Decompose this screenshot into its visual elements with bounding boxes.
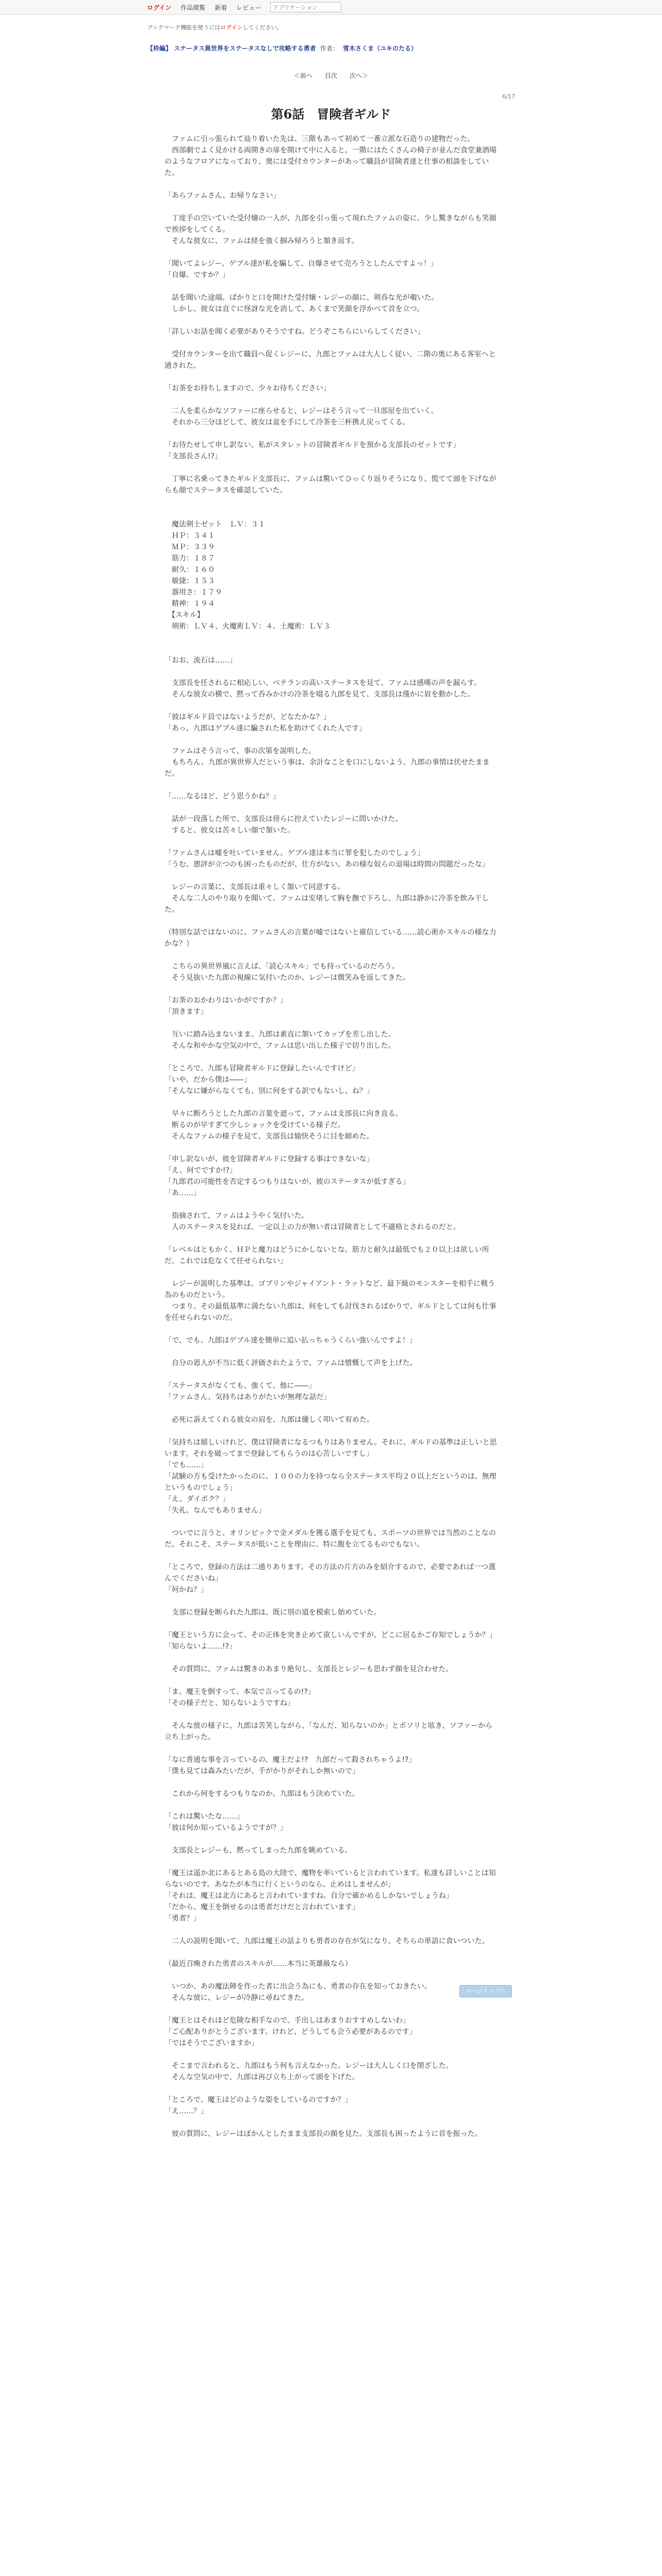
paragraph (147, 1924, 515, 1936)
paragraph (147, 984, 515, 995)
paragraph: 【スキル】 (164, 611, 204, 619)
paragraph: 「ご心配ありがとうございます。けれど、どうしても会う必要があるのです」 (164, 2028, 417, 2036)
paragraph (147, 1267, 515, 1278)
paragraph: しかし、彼女は直ぐに怪訝な光を消して、あくまで笑顔を浮かべて首を立つ。 (164, 305, 424, 313)
paragraph: 「彼は何か知っているようですが？」 (164, 1824, 287, 1832)
paragraph: 「その様子だと、知らないようですね」 (164, 1699, 294, 1707)
series-title-link[interactable]: ステータス異世界をステータスなしで攻略する勇者 (174, 45, 316, 52)
paragraph (147, 1856, 515, 1868)
paragraph: 「そんなに嫌がらなくても、別に何をする訳でもないし、ね？」 (164, 1087, 374, 1095)
search-input[interactable] (270, 2, 341, 12)
paragraph (147, 2083, 515, 2094)
paragraph (147, 1675, 515, 1686)
paragraph (147, 462, 515, 473)
paragraph: 丁寧に名乗ってきたギルド支部長に、ファムは驚いてひっくり返りそうになり、慌てて頭を下げながらも顔でステータスを確認していた。 (164, 475, 496, 495)
paragraph (147, 1947, 515, 1958)
paragraph: 「あらファムさん、お帰りなさい」 (164, 192, 280, 200)
paragraph: レジーの言葉に、支部長は重々しく頷いて同意する。 (164, 883, 345, 891)
paragraph: もちろん、九郎が異世界人だという事は、余計なことを口にしないよう、九郎の事情は伏せたままだ。 (164, 758, 490, 778)
paragraph: 器用さ：１７９ (164, 588, 222, 597)
paragraph: 「ま、魔王を倒すって、本気で言ってるの!?」 (164, 1688, 315, 1696)
paragraph: ＭＰ：３３９ (164, 543, 215, 551)
paragraph (147, 247, 515, 258)
paragraph: そんな空気の中で、九郎は再び立ち上がって頭を下げた。 (164, 2073, 359, 2081)
paragraph (147, 1777, 515, 1788)
paragraph: 「何かね？」 (164, 1586, 208, 1594)
paragraph: 「お待たせして申し訳ない。私がスタレットの冒険者ギルドを預かる支部長のゼットです」 (164, 441, 460, 449)
paragraph: ファムに引っ張られて辿り着いた先は、三階もあって初めて一番立派な石造りの建物だった。 (164, 135, 475, 143)
paragraph: 「ではそうでございますか」 (164, 2039, 258, 2047)
paragraph (147, 1516, 515, 1528)
series-tag: 【枠編】 (147, 45, 172, 52)
paragraph: 彼の質問に、レジーはぽかんとしたまま支部長の顔を見た。支部長も困ったように首を振った。 (164, 2130, 482, 2138)
paragraph: 「え、何でですか!?」 (164, 1166, 237, 1175)
chapter-body (147, 133, 515, 2140)
paragraph: その質問に、ファムは驚きのあまり絶句し、支部長とレジーも思わず顔を見合わせた。 (164, 1665, 453, 1673)
paragraph (147, 1834, 515, 1845)
paragraph: そう見抜いた九郎の視線に気付いたのか、レジーは微笑みを返してきた。 (164, 974, 410, 982)
paragraph: 指摘されて、ファムはようやく気付いた。 (164, 1212, 309, 1220)
paragraph: すると、彼女は苦々しい顔で頷いた。 (164, 826, 294, 835)
paragraph (147, 1199, 515, 1210)
paragraph: 「レベルはともかく、ＨＰと魔力はどうにかしないとな。筋力と耐久は最低でも２０以上は欲しい所だ。これでは危なくて任せられない」 (164, 1246, 489, 1265)
nav-item-review[interactable]: レビュー (236, 4, 261, 11)
paragraph: こちらの異世界風に言えば、「読心スキル」でも持っているのだろう。 (164, 962, 399, 971)
paragraph (147, 496, 515, 507)
paragraph: 「それは、魔王は北方にあると言われていますね。自分で確かめるしかないでしょうね」 (164, 1892, 453, 1900)
paragraph: それから三分ほどして、彼女は盆を手にして冷茶を三杯携え戻ってくる。 (164, 418, 410, 427)
paragraph (147, 802, 515, 814)
paragraph: 「聞いてよレジー、ゲブル達が私を騙して、自爆させて売ろうとしたんですよっ！」 (164, 260, 438, 268)
paragraph (147, 1052, 515, 1063)
table-of-contents-link[interactable]: 目次 (324, 72, 337, 79)
paragraph (147, 734, 515, 745)
paragraph (147, 337, 515, 349)
paragraph: 支部長とレジーも、黙ってしまった九郎を眺めている。 (164, 1846, 352, 1855)
paragraph: 「お茶をお持ちしますので、少々お待ちください」 (164, 384, 330, 393)
top-navigation-bar (0, 0, 662, 15)
paragraph (147, 779, 515, 791)
paragraph: 「え、ダイボク？」 (164, 1495, 230, 1503)
paragraph (147, 870, 515, 882)
paragraph (147, 371, 515, 383)
paragraph: 「魔王とはそれほど危険な相手なので、手出しはあまりおすすめしないわ」 (164, 2016, 410, 2025)
paragraph: 「ところで、登録の方法は二通りあります。その方法の片方のみを紹介するので、必要であれば一つ選んでくださいね」 (164, 1563, 496, 1583)
login-link[interactable]: ログイン (147, 4, 172, 11)
paragraph (147, 632, 515, 643)
paragraph: 二人の説明を聞いて、九郎は魔王の話よりも勇者の存在が気になり、そちらの単語に食いついた。 (164, 1937, 489, 1945)
paragraph: 「失礼、なんでもありません」 (164, 1506, 266, 1515)
paragraph: 「魔王は遥か北にあるとある島の大陸で、魔物を率いていると言われています。私達も詳しいことは知らないのです。あなたが本当に行くというのなら、止めはしませんが」 (164, 1869, 496, 1889)
paragraph (147, 201, 515, 213)
paragraph: （特別な話ではないのに、ファムさんの言葉が嘘ではないと確信している……読心術かスキルの様な力かな？） (164, 928, 496, 948)
paragraph (147, 1550, 515, 1562)
paragraph (147, 1596, 515, 1607)
author-label: 作者： (320, 45, 339, 52)
paragraph (147, 1709, 515, 1720)
paragraph: 「九郎君の可能性を否定するつもりはないが、彼のステータスが低すぎる」 (164, 1178, 410, 1186)
paragraph: そんな彼の様子に、九郎は苦笑しながら、「なんだ、知らないのか」とボソリと呟き、ソファーから立ち上がった。 (164, 1722, 493, 1741)
series-header (147, 44, 515, 53)
paragraph: 話を聞いた途端、ぱかりと口を開けた受付嬢・レジーの顔に、剣呑な光が覗いた。 (164, 294, 439, 302)
paragraph: 剣術：ＬＶ４、火魔術ＬＶ：４、土魔術：ＬＶ３ (164, 622, 330, 631)
paragraph (147, 1652, 515, 1664)
paragraph (147, 507, 515, 519)
paragraph: 「魔王という方に会って、その正体を突き止めて欲しいんですが、どこに居るかご存知でしょうか？」 (164, 1631, 496, 1639)
notice-suffix: してください。 (242, 24, 283, 31)
paragraph (147, 2117, 515, 2128)
paragraph (147, 1369, 515, 1380)
paragraph (147, 643, 515, 655)
paragraph: そんな彼に、レジーが冷静に尋ねてきた。 (164, 1994, 309, 2002)
paragraph: レジーが説明した基準は、ゴブリンやジャイアント・ラットなど、最下級のモンスターを相手に戦う為のものだという。 (164, 1280, 495, 1299)
paragraph: 「ところで、九郎も冒険者ギルドに登録したいんですけど」 (164, 1064, 359, 1073)
paragraph (147, 428, 515, 439)
paragraph: 「でも……」 (164, 1461, 208, 1469)
paragraph (147, 950, 515, 961)
paragraph: 「おお、流石は……」 (164, 656, 237, 665)
paragraph (147, 1142, 515, 1154)
paragraph (147, 2004, 515, 2015)
paragraph: 断るのが早すぎて少しショックを受けている様子だ。 (164, 1121, 345, 1129)
paragraph: そんなファムの様子を見て、支部長は愉快そうに目を細めた。 (164, 1132, 374, 1141)
paragraph: 丁度手の空いていた受付嬢の一人が、九郎を引っ張って現れたファムの姿に、少し驚きながらも笑顔で挨拶をしてくる。 (164, 214, 496, 234)
notice-login-link[interactable]: ログイン (220, 24, 243, 31)
paragraph (147, 836, 515, 848)
paragraph: 互いに踏み込まないまま、九郎は素直に頷いてカップを差し出した。 (164, 1030, 395, 1039)
paragraph: 支部長を任されるに相応しい、ベテランの高いステータスを見て、ファムは感嘆の声を漏らす。 (164, 679, 482, 687)
paragraph: 「彼はギルド員ではないようだが、どなたかな？」 (164, 713, 330, 721)
paragraph: そんな和やかな空気の中で、ファムは思い出した様子で切り出した。 (164, 1042, 395, 1050)
paragraph (147, 1743, 515, 1754)
paragraph: 「ところで、魔王はどのような姿をしているのですか？」 (164, 2096, 352, 2104)
paragraph: 耐久：１６０ (164, 566, 215, 574)
paragraph: 「だから、魔王を倒せるのは勇者だけだと言われています」 (164, 1903, 359, 1911)
paragraph: これから何をするつもりなのか、九郎はもう決めていた。 (164, 1790, 359, 1798)
paragraph: そこまで言われると、九郎はもう何も言えなかった。レジーは大人しく口を閉ざした。 (164, 2062, 453, 2070)
paragraph (147, 179, 515, 190)
paragraph (147, 700, 515, 711)
author-link[interactable]: 雪木さくま（ユキのたる） (343, 45, 418, 52)
paragraph: そんな彼女に、ファムは経を強く掴み帰ろうと頷き返す。 (164, 237, 359, 245)
paragraph: ＨＰ：３４１ (164, 532, 215, 540)
chapter-pager (147, 71, 515, 80)
paragraph: 敏捷：１５３ (164, 577, 215, 585)
paragraph: 魔法剣士ゼット ＬＶ：３１ (164, 520, 266, 529)
paragraph (147, 1324, 515, 1335)
paragraph: 人のステータスを見れば、一定以上の力が無い者は冒険者として不適格とされるのだと。 (164, 1223, 460, 1231)
page-top-button[interactable]: ページトップへ (459, 1985, 512, 1997)
paragraph: 「お茶のおかわりはいかがですか？」 (164, 996, 287, 1005)
paragraph: 「あ……」 (164, 1189, 201, 1197)
next-chapter-link[interactable]: 次へ＞ (349, 72, 368, 79)
paragraph: 筋力：１８７ (164, 554, 215, 563)
paragraph: そんな二人のやり取りを聞いて、ファムは安堵して胸を撫で下ろし、九郎は静かに冷茶を飲み干した。 (164, 894, 489, 914)
paragraph (147, 666, 515, 677)
paragraph (147, 2049, 515, 2060)
paragraph (147, 1346, 515, 1358)
paragraph: 西部劇でよく見かける両開きの扉を開けて中に入ると、一階にはたくさんの椅子が並んだ食堂兼酒場のようなフロアになっており、奥には受付カウンターがあって職員が冒険者達と仕事の相談をしていた。 (164, 146, 496, 177)
paragraph: 「ステータスがなくても、強くて、他に――」 (164, 1382, 316, 1390)
paragraph (147, 1018, 515, 1029)
paragraph: 必死に訴えてくれる彼女の肩を、九郎は優しく叩いて宥めた。 (164, 1416, 374, 1424)
paragraph (147, 916, 515, 927)
paragraph (147, 1097, 515, 1108)
paragraph: 「で、でも、九郎はゲブル達を簡単に追い払っちゃうくらい強いんですよ！」 (164, 1336, 417, 1345)
chapter-title: 第6話 冒険者ギルド (271, 107, 391, 122)
paragraph: 受付カウンターを出て職員へ促くレジーに、九郎とファムは大人しく従い、二階の奥にある客室へと通された。 (164, 350, 496, 370)
paragraph: 「自爆、ですか？」 (164, 271, 229, 279)
paragraph: 支部に登録を断られた九郎は、既に別の道を模索し始めていた。 (164, 1608, 381, 1617)
paragraph: 早々に断ろうとした九郎の言葉を遮って、ファムは支部長に向き直る。 (164, 1110, 403, 1118)
paragraph (147, 1403, 515, 1414)
paragraph: （最近召喚された勇者のスキルが……本当に英雄級なら） (164, 1960, 352, 1968)
paragraph: 「え……？」 (164, 2107, 208, 2115)
paragraph: 「知らないよ……!?」 (164, 1642, 237, 1651)
bookmark-notice (147, 23, 515, 31)
nav-item-browse[interactable]: 作品閲覧 (180, 4, 206, 11)
paragraph: いつか、あの魔法陣を作った者に出会う為にも、勇者の存在を知っておきたい。 (164, 1982, 432, 1991)
paragraph (147, 394, 515, 405)
paragraph: 「ファムさん、気持ちはありがたいが無理な話だ」 (164, 1393, 331, 1401)
paragraph (147, 281, 515, 292)
paragraph: 話が一段落した所で、支部長は傍らに控えていたレジーに問いかけた。 (164, 815, 403, 823)
paragraph (147, 1233, 515, 1244)
paragraph: 「これは驚いたな……」 (164, 1812, 244, 1821)
paragraph: ファムはそう言って、事の次第を説明した。 (164, 747, 316, 755)
paragraph (147, 1618, 515, 1630)
nav-item-new[interactable]: 新着 (214, 4, 227, 11)
paragraph: 精神：１９４ (164, 600, 215, 608)
paragraph (147, 1970, 515, 1981)
novel-content-wrapper (147, 23, 515, 2140)
prev-chapter-link[interactable]: ＜前へ (294, 72, 313, 79)
paragraph: そんな彼女の横で、黙って呑みかけの冷茶を啜る九郎を見て、支部長は僅かに眉を動かした。 (164, 690, 475, 699)
paragraph (147, 1426, 515, 1437)
paragraph: 「詳しいお話を聞く必要がありそうですね。どうぞこちらにいらしてください」 (164, 328, 424, 336)
notice-prefix: ブックマーク機能を使うには (147, 24, 221, 31)
paragraph (147, 1800, 515, 1811)
paragraph: 「ファムさんは嘘を吐いていません。ゲブル達は本当に罪を犯したのでしょう」 (164, 849, 424, 857)
paragraph: 「うむ。悪評が立つのも困ったものだが、仕方がない。あの様な奴らの退場は時間の問題だったな」 (164, 860, 489, 869)
paragraph: 「勇者？」 (164, 1914, 201, 1923)
paragraph: 「試験の方も受けたかったのに、１００の力を持つなら全ステータス平均２０以上だというのは、無理というものでしょう」 (164, 1472, 496, 1492)
paragraph: 「申し訳ないが、彼を冒険者ギルドに登録する事はできないな」 (164, 1155, 374, 1163)
paragraph: 「なに普通な事を言っているの、魔王だよ!? 九郎だって殺されちゃうよ!?」 (164, 1756, 416, 1764)
paragraph: 「……なるほど、どう思うかね？」 (164, 792, 280, 801)
paragraph: 「あっ、九郎はゲブル達に騙された私を助けてくれた人です」 (164, 724, 367, 733)
paragraph (147, 315, 515, 326)
paragraph: ついでに言うと、オリンピックで金メダルを獲る選手を見ても、スポーツの世界では当然のことなのだ。それこそ、ステータスが低いことを理由に、特に腹を立てるものでもない。 (164, 1529, 496, 1549)
paragraph: 「頂きます」 (164, 1008, 208, 1016)
paragraph: つまり、その最低基準に満たない九郎は、何をしても討伐されるばかりで、ギルドとしては何も仕事を任せられないのだ。 (164, 1302, 496, 1322)
paragraph: 「支部長さん!?」 (164, 452, 222, 461)
paragraph: 二人を柔らかなソファーに座らせると、レジーはそう言って一旦部屋を出ていく。 (164, 407, 438, 415)
page-number: 6/17 (502, 93, 515, 100)
paragraph: 「気持ちは嬉しいけれど、僕は冒険者になるつもりはありません。それに、ギルドの基準は正しいと思います。それを破ってまで登録してもらうのは心苦しいですし」 (164, 1438, 497, 1458)
paragraph: 「いや、だから僕は――」 (164, 1076, 251, 1084)
paragraph: 「僕も見ては森みたいだが、手がかりがそれしか無いので」 (164, 1767, 359, 1775)
paragraph: 自分の恩人が不当に低く評価されたようで、ファムは憤慨して声を上げた。 (164, 1359, 417, 1367)
